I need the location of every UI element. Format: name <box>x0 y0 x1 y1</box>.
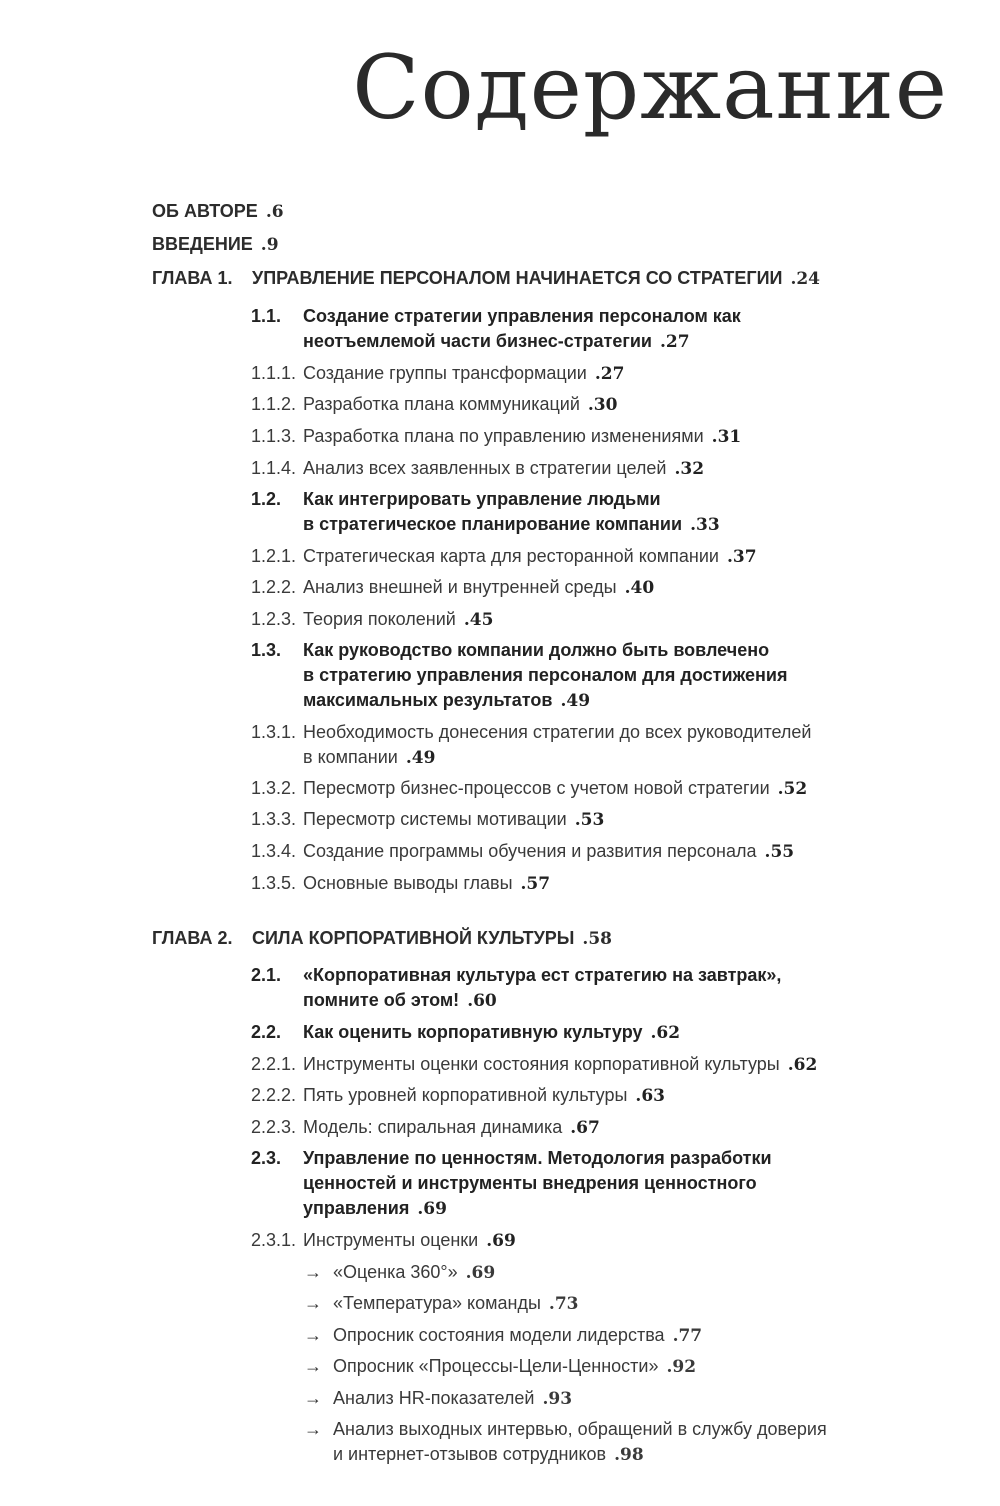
entry-title: Пересмотр системы мотивации .53 <box>303 809 605 830</box>
entry-number: 2.2.3. <box>251 1117 297 1137</box>
toc-entry-page: .9 <box>260 235 279 255</box>
entry-number: 2.3.1. <box>251 1230 297 1250</box>
entry-number: 1.3.1. <box>251 722 297 742</box>
toc-entry-label: ВВЕДЕНИЕ <box>152 234 253 254</box>
entry-title: Разработка плана коммуникаций .30 <box>303 394 618 415</box>
entry-number: 2.2.1. <box>251 1054 297 1074</box>
entry-page: .49 <box>405 748 436 768</box>
arrow-right-icon: → <box>304 1419 322 1439</box>
entry-page: .30 <box>587 395 618 415</box>
entry-page: .69 <box>465 1263 496 1283</box>
entry-title: Необходимость донесения стратегии до всех руководителей <box>303 722 812 742</box>
entry-title: и интернет-отзывов сотрудников .98 <box>333 1444 644 1465</box>
chapter-title: СИЛА КОРПОРАТИВНОЙ КУЛЬТУРЫ <box>252 928 575 948</box>
entry-title: максимальных результатов .49 <box>303 690 591 711</box>
arrow-right-icon: → <box>304 1325 322 1345</box>
entry-title: Анализ HR-показателей .93 <box>333 1388 573 1409</box>
entry-number: 1.2. <box>251 489 282 509</box>
entry-title: Пересмотр бизнес-процессов с учетом новой стратегии .52 <box>303 778 808 799</box>
entry-page: .27 <box>594 364 625 384</box>
entry-title: Инструменты оценки состояния корпоративной культуры .62 <box>303 1054 818 1075</box>
entry-page: .60 <box>467 991 497 1011</box>
entry-page: .67 <box>570 1118 600 1138</box>
page-title: Содержание <box>352 36 948 139</box>
entry-page: .69 <box>486 1231 516 1251</box>
toc-entry-label: ОБ АВТОРЕ <box>152 201 258 221</box>
entry-number: 1.1.2. <box>251 394 297 414</box>
entry-title: «Корпоративная культура ест стратегию на завтрак», <box>303 965 782 985</box>
entry-page: .63 <box>635 1086 665 1106</box>
entry-page: .27 <box>660 332 690 352</box>
arrow-right-icon: → <box>304 1293 322 1313</box>
arrow-right-icon: → <box>304 1262 322 1282</box>
entry-page: .55 <box>764 842 795 862</box>
entry-page: .53 <box>574 810 605 830</box>
entry-number: 2.2.2. <box>251 1085 297 1105</box>
entry-page: .73 <box>548 1294 579 1314</box>
entry-number: 2.2. <box>251 1022 282 1042</box>
entry-title: Опросник состояния модели лидерства .77 <box>333 1325 703 1346</box>
toc-entry-page: .6 <box>265 202 284 222</box>
toc-chapter-1[interactable] <box>152 265 820 292</box>
entry-title: Анализ выходных интервью, обращений в службу доверия <box>333 1419 827 1439</box>
toc-chapter-2[interactable] <box>152 925 612 952</box>
entry-page: .69 <box>417 1199 447 1219</box>
entry-title: Как интегрировать управление людьми <box>303 489 661 509</box>
chapter-label: ГЛАВА 2. <box>152 928 233 948</box>
entry-page: .93 <box>542 1389 573 1409</box>
entry-title: «Температура» команды .73 <box>333 1293 579 1314</box>
entry-title: Теория поколений .45 <box>303 609 494 630</box>
entry-title: Как оценить корпоративную культуру .62 <box>303 1022 681 1043</box>
entry-page: .31 <box>711 427 742 447</box>
entry-page: .37 <box>726 547 757 567</box>
entry-title: в компании .49 <box>303 747 436 768</box>
entry-page: .77 <box>672 1326 703 1346</box>
entry-title: Создание группы трансформации .27 <box>303 363 625 384</box>
entry-title: помните об этом! .60 <box>303 990 497 1011</box>
entry-title: Пять уровней корпоративной культуры .63 <box>303 1085 665 1106</box>
entry-title: в стратегию управления персоналом для достижения <box>303 665 788 685</box>
entry-title: Как руководство компании должно быть вовлечено <box>303 640 770 660</box>
toc-entry-introduction[interactable] <box>152 231 279 258</box>
arrow-right-icon: → <box>304 1388 322 1408</box>
entry-page: .49 <box>560 691 591 711</box>
entry-title: неотъемлемой части бизнес-стратегии .27 <box>303 331 690 352</box>
entry-page: .92 <box>666 1357 697 1377</box>
entry-number: 1.2.3. <box>251 609 297 629</box>
chapter-label: ГЛАВА 1. <box>152 268 233 288</box>
entry-title: в стратегическое планирование компании .33 <box>303 514 720 535</box>
entry-title: Создание стратегии управления персоналом как <box>303 306 741 326</box>
chapter-page: .24 <box>790 269 821 289</box>
chapter-page: .58 <box>582 929 612 949</box>
entry-number: 1.1.4. <box>251 458 297 478</box>
entry-number: 1.3.4. <box>251 841 297 861</box>
entry-title: управления .69 <box>303 1198 447 1219</box>
chapter-title: УПРАВЛЕНИЕ ПЕРСОНАЛОМ НАЧИНАЕТСЯ СО СТРАТЕГИИ <box>252 268 783 288</box>
entry-number: 1.1.1. <box>251 363 297 383</box>
entry-title: Создание программы обучения и развития персонала .55 <box>303 841 795 862</box>
entry-title: Инструменты оценки .69 <box>303 1230 516 1251</box>
entry-page: .62 <box>650 1023 681 1043</box>
entry-page: .98 <box>614 1445 644 1465</box>
entry-number: 1.3.5. <box>251 873 297 893</box>
entry-number: 2.3. <box>251 1148 282 1168</box>
entry-number: 1.2.1. <box>251 546 297 566</box>
entry-page: .52 <box>777 779 808 799</box>
entry-number: 1.3. <box>251 640 282 660</box>
entry-page: .45 <box>463 610 494 630</box>
entry-title: Модель: спиральная динамика .67 <box>303 1117 600 1138</box>
entry-number: 1.3.2. <box>251 778 297 798</box>
entry-title: Управление по ценностям. Методология разработки <box>303 1148 772 1168</box>
entry-title: ценностей и инструменты внедрения ценностного <box>303 1173 757 1193</box>
entry-page: .32 <box>674 459 705 479</box>
entry-number: 1.1.3. <box>251 426 297 446</box>
entry-title: Анализ всех заявленных в стратегии целей .32 <box>303 458 705 479</box>
entry-title: «Оценка 360°» .69 <box>333 1262 496 1283</box>
entry-title: Стратегическая карта для ресторанной компании .37 <box>303 546 757 567</box>
entry-title: Опросник «Процессы-Цели-Ценности» .92 <box>333 1356 697 1377</box>
entry-number: 2.1. <box>251 965 282 985</box>
entry-page: .57 <box>520 874 551 894</box>
entry-title: Анализ внешней и внутренней среды .40 <box>303 577 655 598</box>
entry-page: .62 <box>787 1055 818 1075</box>
entry-title: Разработка плана по управлению изменениями .31 <box>303 426 742 447</box>
entry-title: Основные выводы главы .57 <box>303 873 551 894</box>
entry-number: 1.1. <box>251 306 282 326</box>
arrow-right-icon: → <box>304 1356 322 1376</box>
toc-entry-about-author[interactable] <box>152 198 284 225</box>
entry-page: .40 <box>624 578 655 598</box>
entry-number: 1.3.3. <box>251 809 297 829</box>
entry-page: .33 <box>690 515 720 535</box>
entry-number: 1.2.2. <box>251 577 297 597</box>
